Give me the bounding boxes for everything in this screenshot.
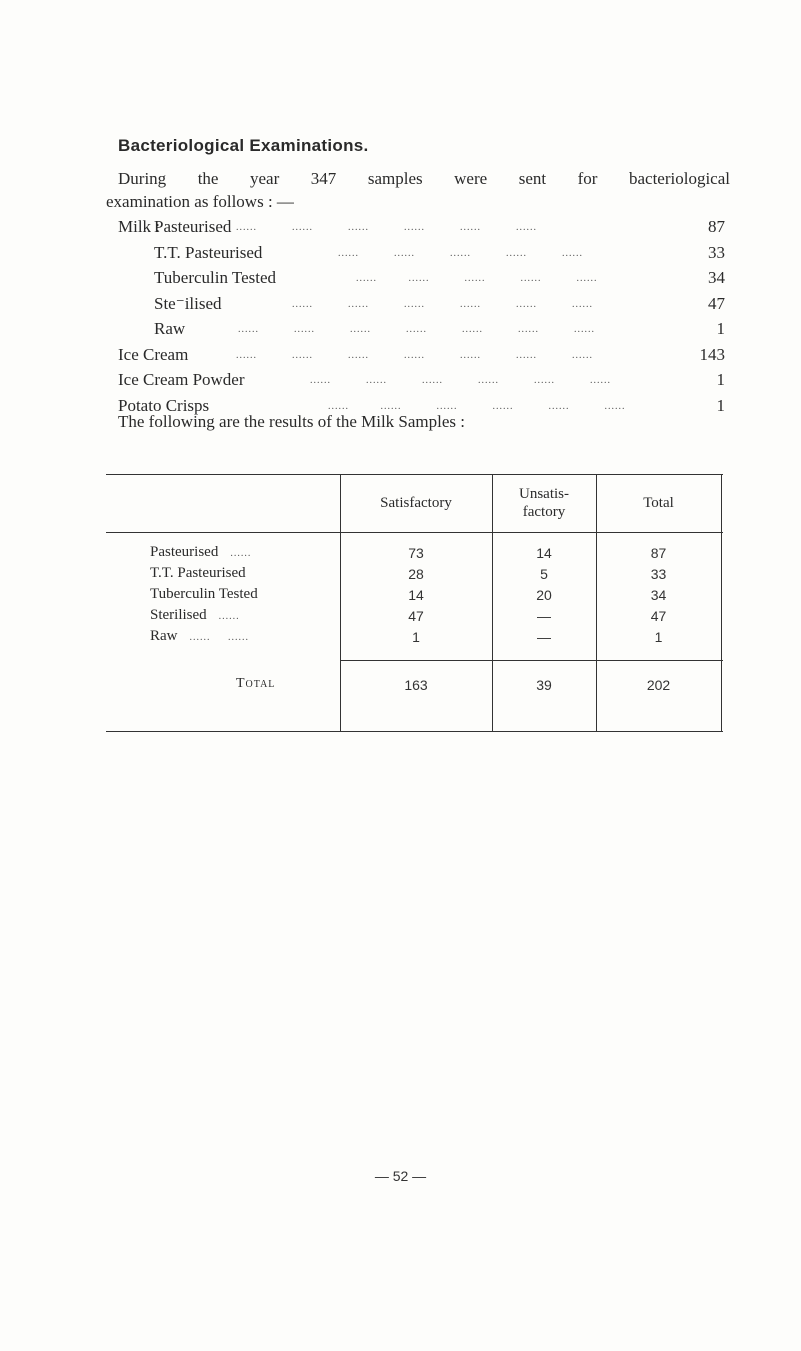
row-label-raw: Raw ...... ......	[150, 628, 249, 644]
milk-prefix: Milk :	[118, 217, 161, 236]
cell-satisfactory: 28	[408, 566, 424, 582]
table-header-rule	[106, 532, 723, 533]
sample-count: 47	[708, 293, 725, 313]
leader-dots: ...... ...... ...... ...... ...... ...... ......	[236, 349, 593, 361]
sample-row-ice-cream-powder	[118, 367, 725, 393]
cell-satisfactory: 14	[408, 587, 424, 603]
row-label-tuberculin-tested: Tuberculin Tested	[150, 586, 258, 602]
sample-count: 1	[716, 370, 725, 389]
cell-unsatisfactory: 5	[540, 566, 548, 582]
cell-total: 33	[650, 566, 667, 582]
cell-unsatisfactory: —	[537, 608, 551, 624]
leader-dots: ...... ...... ...... ...... ...... ......	[236, 222, 537, 233]
sample-count: 34	[708, 268, 725, 287]
totals-unsatisfactory: 39	[536, 677, 552, 693]
leader-dots: ...... ...... ...... ...... ...... ......	[328, 400, 626, 412]
sample-label: T.T. Pasteurised	[154, 242, 263, 262]
totals-total: 202	[646, 677, 671, 693]
intro-paragraph	[106, 167, 730, 213]
sample-count: 1	[716, 395, 725, 415]
cell-satisfactory: 73	[408, 545, 424, 561]
milk-results-table	[106, 474, 723, 732]
cell-total: 34	[650, 587, 667, 603]
sample-label: Ice Cream Powder	[118, 370, 245, 389]
sample-row-ice-cream	[118, 342, 725, 368]
sample-list	[118, 214, 725, 418]
sample-label: Raw	[154, 319, 186, 338]
leader-dots: ...... ...... ...... ...... ......	[356, 273, 598, 284]
cell-unsatisfactory: —	[537, 629, 551, 645]
header-total: Total	[643, 495, 674, 511]
sample-label: Tuberculin Tested	[154, 268, 277, 287]
cell-satisfactory: 1	[412, 629, 420, 645]
page-number: — 52 —	[374, 1168, 427, 1184]
sample-row-sterilised	[118, 291, 725, 317]
leader-dots: ...... ...... ...... ...... ...... ......	[310, 375, 611, 386]
sample-label: Ice Cream	[118, 344, 189, 364]
header-unsatisfactory-line2: factory	[522, 504, 566, 520]
intro-line-2: examination as follows : —	[106, 192, 294, 211]
intro-line-1: During the year 347 samples were sent for bacteriological	[118, 169, 730, 188]
sample-row-raw	[118, 316, 725, 342]
sample-label: Potato Crisps	[118, 395, 210, 415]
header-unsatisfactory	[492, 474, 596, 532]
cell-total: 1	[654, 629, 663, 645]
sample-label: Pasteurised	[154, 217, 232, 236]
sample-row-pasteurised	[118, 214, 725, 240]
cell-unsatisfactory: 20	[536, 587, 552, 603]
section-heading: Bacteriological Examinations.	[118, 136, 369, 155]
cell-total: 47	[650, 608, 667, 624]
sample-row-tuberculin-tested	[118, 265, 725, 291]
cell-total: 87	[650, 545, 667, 561]
sample-row-tt-pasteurised	[118, 240, 725, 266]
header-unsatisfactory-line1: Unsatis-	[519, 486, 569, 502]
table-lead-text: The following are the results of the Milk Samples :	[118, 412, 466, 431]
sample-label: Ste⁻ilised	[154, 293, 222, 313]
sample-count: 143	[699, 344, 725, 364]
row-label-tt-pasteurised: T.T. Pasteurised	[150, 565, 246, 581]
table-bottom-rule	[106, 731, 723, 732]
sample-count: 33	[708, 242, 725, 262]
leader-dots: ...... ...... ...... ...... ...... ...... ......	[238, 324, 595, 335]
totals-satisfactory: 163	[404, 677, 428, 693]
header-satisfactory: Satisfactory	[380, 495, 452, 511]
sample-count: 1	[716, 319, 725, 338]
cell-satisfactory: 47	[408, 608, 424, 624]
leader-dots: ...... ...... ...... ...... ...... ......	[292, 298, 593, 310]
row-label-pasteurised: Pasteurised ......	[150, 544, 252, 560]
totals-label: Total	[236, 676, 276, 691]
table-right-border	[721, 474, 722, 732]
table-totals-rule	[340, 660, 723, 661]
cell-unsatisfactory: 14	[536, 545, 552, 561]
sample-count: 87	[708, 217, 725, 236]
leader-dots: ...... ...... ...... ...... ......	[338, 247, 583, 259]
row-label-sterilised: Sterilised ......	[150, 607, 240, 623]
